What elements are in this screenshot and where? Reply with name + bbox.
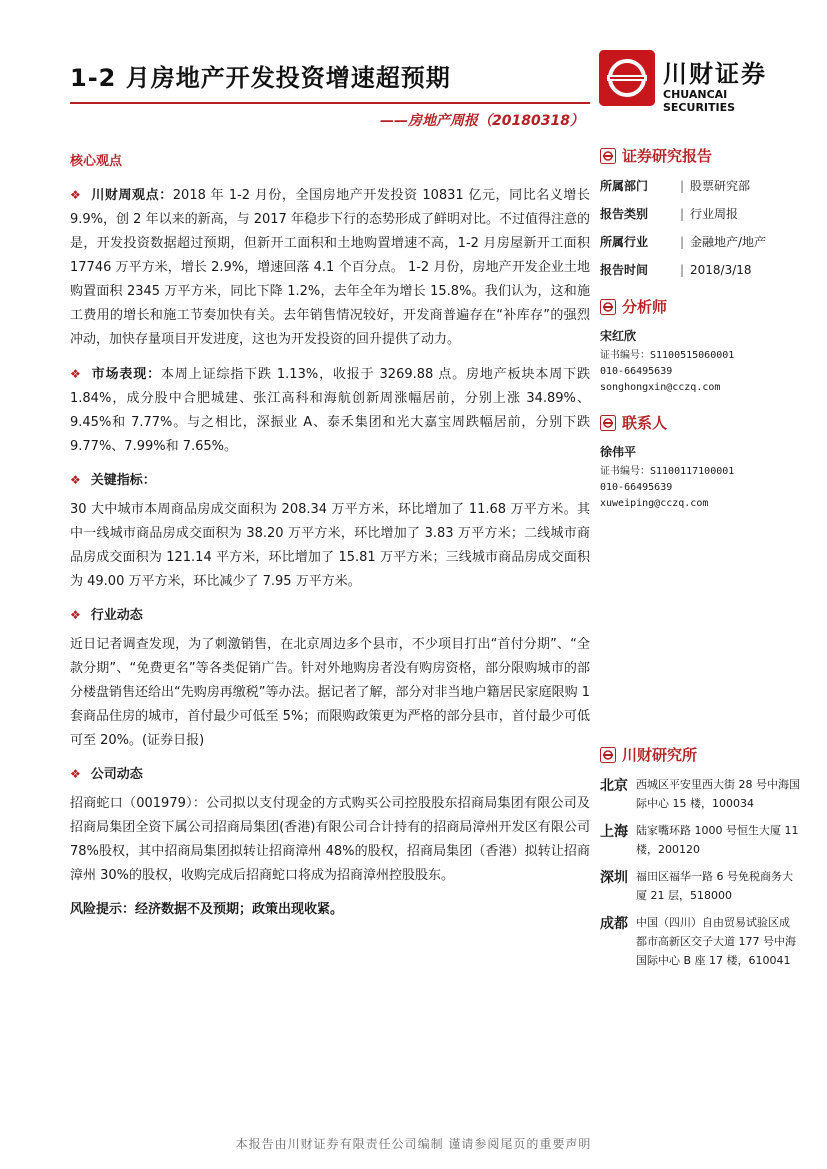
- address-row: [600, 775, 800, 813]
- page-footer: 本报告由川财证券有限责任公司编制 谨请参阅尾页的重要声明: [235, 1137, 592, 1151]
- analyst-name: 宋红欣: [600, 329, 637, 343]
- report-info-block: [600, 145, 800, 280]
- page-title: 1-2 月房地产开发投资增速超预期: [70, 64, 451, 92]
- contact-heading: [600, 412, 800, 433]
- meta-key: 报告时间: [600, 263, 649, 277]
- contact-name: 徐伟平: [600, 445, 637, 459]
- analyst-phone: 010-66495639: [600, 366, 673, 377]
- header-divider: [70, 102, 590, 104]
- meta-value: 行业周报: [690, 207, 739, 221]
- diamond-bullet-icon: ❖: [70, 473, 81, 487]
- company-news-heading: [70, 763, 590, 782]
- key-indicators-label: 关键指标：: [90, 473, 156, 488]
- meta-separator: |: [680, 207, 685, 221]
- address-text: 福田区福华一路 6 号免税商务大厦 21 层，518000: [636, 870, 793, 902]
- weekly-view-paragraph: [70, 183, 590, 352]
- logo-english-name: CHUANCAI SECURITIES: [663, 88, 736, 114]
- meta-row: [600, 232, 800, 252]
- meta-value: 金融地产/地产: [690, 235, 767, 249]
- section-marker-icon: [600, 747, 616, 763]
- company-news-label: 公司动态: [90, 767, 143, 782]
- analyst-heading: [600, 296, 800, 317]
- meta-key: 所属部门: [600, 179, 649, 193]
- contact-phone: 010-66495639: [600, 482, 673, 493]
- industry-news-heading: [70, 604, 590, 623]
- contact-cert: 证书编号：S1100117100001: [600, 466, 735, 477]
- address-text: 西城区平安里西大街 28 号中海国际中心 15 楼，100034: [636, 778, 800, 810]
- section-marker-icon: [600, 148, 616, 164]
- diamond-bullet-icon: ❖: [70, 188, 82, 202]
- address-row: [600, 821, 800, 859]
- contact-title: 联系人: [622, 414, 668, 432]
- industry-news-text: 近日记者调查发现，为了刺激销售，在北京周边多个县市，不少项目打出“首付分期”、“全款分期”、“免费更名”等各类促销广告。针对外地购房者没有购房资格，部分限购城市的部分楼盘销售还给出“先购房再缴税”等办法。据记者了解，部分对非当地户籍居民家庭限购 1 套商品住房的城市，首付最少可低至 5%；而限购政策更为严格的部分县市，首付最少可低可至 20%。(证券日报): [70, 637, 590, 748]
- meta-key: 报告类别: [600, 207, 649, 221]
- analyst-title: 分析师: [622, 298, 668, 316]
- address-city: 成都: [600, 916, 628, 932]
- diamond-bullet-icon: ❖: [70, 767, 81, 781]
- diamond-bullet-icon: ❖: [70, 367, 82, 381]
- address-city: 上海: [600, 824, 628, 840]
- meta-separator: |: [680, 263, 685, 277]
- logo-mark-icon: [599, 50, 655, 106]
- address-text: 中国（四川）自由贸易试验区成都市高新区交子大道 177 号中海国际中心 B 座 17 楼，610041: [636, 916, 796, 967]
- risk-warning: 风险提示：经济数据不及预期；政策出现收紧。: [70, 902, 344, 917]
- meta-row: [600, 176, 800, 196]
- analyst-block: [600, 296, 800, 396]
- market-performance-label: 市场表现：: [91, 367, 161, 382]
- company-logo: [599, 50, 799, 114]
- meta-value: 2018/3/18: [690, 263, 752, 277]
- industry-news-label: 行业动态: [90, 608, 143, 623]
- contact-email[interactable]: xuweiping@cczq.com: [600, 498, 709, 509]
- weekly-view-text: 2018 年 1-2 月份，全国房地产开发投资 10831 亿元，同比名义增长 9.9%，创 2 年以来的新高，与 2017 年稳步下行的态势形成了鲜明对比。不过值得注意的是，开发投资数据超过预期，但新开工面积和土地购置增速不高，1-2 月房屋新开工面积 17746 万平方米，增长 2.9%，增速回落 4.1 个百分点。 1-2 月份，房地产开发企业土地购置面积 2345 万平方米，同比下降 1.2%，去年全年为增长 15.8%。我们认为，这和施工费用的增长和施工节奏加快有关。去年销售情况较好，开发商普遍存在“补库存”的强烈冲动，加快存量项目开发进度，这也为开发投资的回升提供了动力。: [70, 188, 590, 347]
- sidebar: [600, 145, 800, 986]
- address-city: 深圳: [600, 870, 628, 886]
- meta-separator: |: [680, 179, 685, 193]
- institute-block: [600, 744, 800, 970]
- analyst-email[interactable]: songhongxin@cczq.com: [600, 382, 721, 393]
- key-indicators-heading: [70, 469, 590, 488]
- report-info-heading: [600, 145, 800, 166]
- section-marker-icon: [600, 415, 616, 431]
- institute-title: 川财研究所: [622, 746, 698, 764]
- market-performance-paragraph: [70, 362, 590, 459]
- report-info-title: 证券研究报告: [622, 147, 713, 165]
- meta-value: 股票研究部: [690, 179, 751, 193]
- diamond-bullet-icon: ❖: [70, 608, 81, 622]
- meta-row: [600, 260, 800, 280]
- address-row: [600, 867, 800, 905]
- address-row: [600, 913, 800, 970]
- meta-row: [600, 204, 800, 224]
- core-view-heading: 核心观点: [70, 154, 123, 169]
- address-text: 陆家嘴环路 1000 号恒生大厦 11 楼，200120: [636, 824, 799, 856]
- meta-separator: |: [680, 235, 685, 249]
- weekly-view-label: 川财周观点：: [91, 188, 173, 203]
- analyst-cert: 证书编号：S1100515060001: [600, 350, 735, 361]
- section-marker-icon: [600, 299, 616, 315]
- address-city: 北京: [600, 778, 628, 794]
- key-indicators-text: 30 大中城市本周商品房成交面积为 208.34 万平方米，环比增加了 11.68 万平方米。其中一线城市商品房成交面积为 38.20 万平方米，环比增加了 3.83 万平方米；二线城市商品房成交面积为 121.14 平方米，环比增加了 15.81 万平方米；三线城市商品房成交面积为 49.00 万平方米，环比减少了 7.95 万平方米。: [70, 502, 590, 589]
- report-subtitle: ——房地产周报（20180318）: [380, 113, 584, 129]
- market-performance-text: 本周上证综指下跌 1.13%，收报于 3269.88 点。房地产板块本周下跌 1.84%，成分股中合肥城建、张江高科和海航创新周涨幅居前，分别上涨 34.89%、9.45%和 7.77%。与之相比，深振业 A、泰禾集团和光大嘉宝周跌幅居前，分别下跌 9.77%、7.99%和 7.65%。: [70, 367, 590, 454]
- institute-heading: [600, 744, 800, 765]
- logo-name: 川财证券: [663, 60, 767, 88]
- meta-key: 所属行业: [600, 235, 649, 249]
- main-column: [70, 150, 590, 917]
- contact-block: [600, 412, 800, 512]
- company-news-text: 招商蛇口（001979）：公司拟以支付现金的方式购买公司控股股东招商局集团有限公司及招商局集团全资下属公司招商局集团(香港)有限公司合计持有的招商局漳州开发区有限公司 78%股权，其中招商局集团拟转让招商漳州 48%的股权，招商局集团（香港）拟转让招商漳州 30%的股权，收购完成后招商蛇口将成为招商漳州控股股东。: [70, 796, 590, 883]
